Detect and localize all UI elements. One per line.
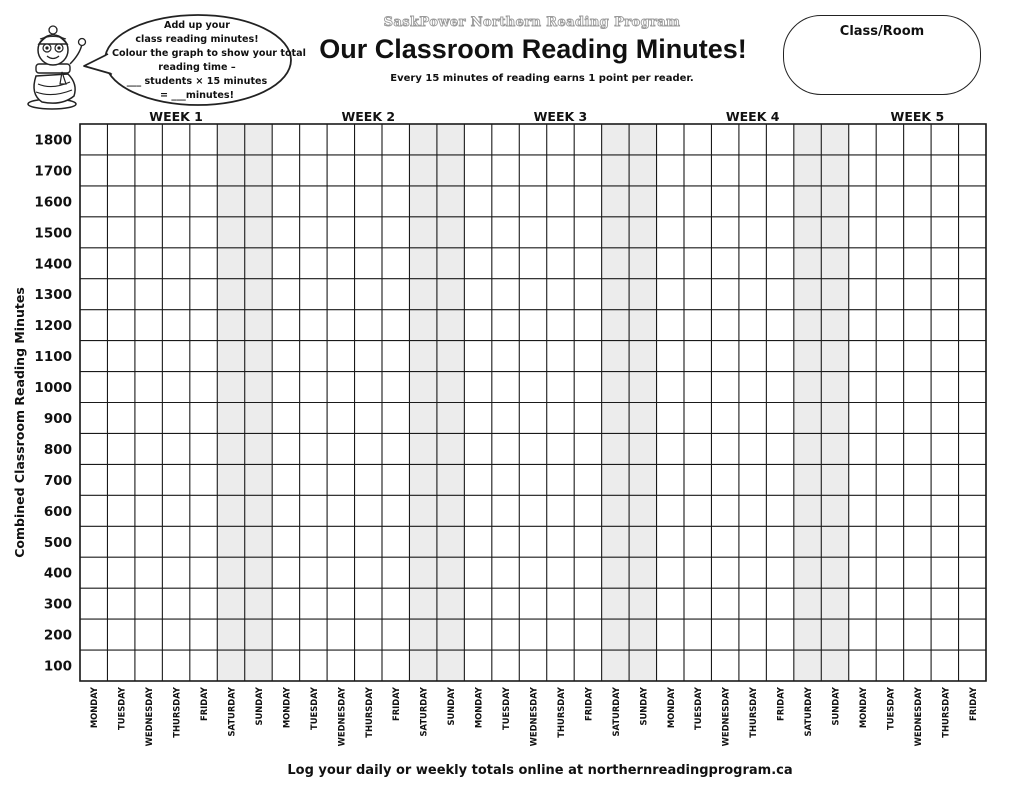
x-tick-label: SUNDAY <box>253 687 264 726</box>
week-label: WEEK 5 <box>890 109 945 124</box>
y-tick-label: 1300 <box>34 287 72 304</box>
y-tick-label: 400 <box>43 565 72 582</box>
x-tick-label: MONDAY <box>89 687 100 729</box>
x-tick-label: SATURDAY <box>226 687 237 737</box>
page-title: Our Classroom Reading Minutes! <box>319 34 747 64</box>
x-tick-label: SATURDAY <box>610 687 621 737</box>
week-label: WEEK 3 <box>533 109 588 124</box>
footer-text: Log your daily or weekly totals online at northernreadingprogram.ca <box>287 763 793 778</box>
y-tick-label: 800 <box>43 441 72 458</box>
speech-bubble-line: ___ students × 15 minutes <box>126 76 268 87</box>
x-tick-label: FRIDAY <box>583 687 594 721</box>
y-tick-label: 1700 <box>34 163 72 180</box>
x-tick-label: TUESDAY <box>693 687 704 730</box>
x-tick-label: MONDAY <box>857 687 868 729</box>
x-tick-label: FRIDAY <box>199 687 210 721</box>
y-tick-label: 100 <box>43 658 72 675</box>
y-tick-label: 200 <box>43 627 72 644</box>
y-tick-label: 500 <box>43 534 72 551</box>
x-tick-label: MONDAY <box>665 687 676 729</box>
x-tick-label: MONDAY <box>473 687 484 729</box>
speech-bubble-line: reading time – <box>158 62 236 73</box>
y-tick-label: 1800 <box>34 132 72 149</box>
y-tick-label: 1500 <box>34 225 72 242</box>
x-tick-label: MONDAY <box>281 687 292 729</box>
x-tick-label: THURSDAY <box>940 687 951 738</box>
x-tick-label: SUNDAY <box>638 687 649 726</box>
x-tick-label: SUNDAY <box>830 687 841 726</box>
x-tick-label: TUESDAY <box>116 687 127 730</box>
y-tick-label: 900 <box>43 410 72 427</box>
page-subtitle: Every 15 minutes of reading earns 1 point per reader. <box>390 73 694 84</box>
x-tick-label: FRIDAY <box>775 687 786 721</box>
x-tick-label: SATURDAY <box>803 687 814 737</box>
y-tick-label: 1200 <box>34 318 72 335</box>
x-tick-label: TUESDAY <box>885 687 896 730</box>
y-tick-label: 1100 <box>34 349 72 366</box>
y-tick-label: 1600 <box>34 194 72 211</box>
x-tick-label: WEDNESDAY <box>144 687 155 747</box>
y-tick-label: 300 <box>43 596 72 613</box>
program-name: SaskPower Northern Reading Program <box>383 15 681 30</box>
x-tick-label: THURSDAY <box>748 687 759 738</box>
x-tick-label: WEDNESDAY <box>912 687 923 747</box>
x-tick-label: WEDNESDAY <box>336 687 347 747</box>
y-axis-label: Combined Classroom Reading Minutes <box>12 287 27 558</box>
week-label: WEEK 4 <box>725 109 780 124</box>
x-tick-label: WEDNESDAY <box>528 687 539 747</box>
week-label: WEEK 1 <box>149 109 203 124</box>
speech-bubble-line: = ___minutes! <box>160 90 234 101</box>
speech-bubble-line: Add up your <box>164 20 230 31</box>
x-tick-label: SUNDAY <box>446 687 457 726</box>
y-tick-label: 600 <box>43 503 72 520</box>
y-tick-label: 1400 <box>34 256 72 273</box>
x-tick-label: TUESDAY <box>308 687 319 730</box>
week-label: WEEK 2 <box>341 109 396 124</box>
speech-bubble-line: Colour the graph to show your total <box>112 48 306 59</box>
speech-bubble-line: class reading minutes! <box>135 34 259 45</box>
x-tick-label: FRIDAY <box>967 687 978 721</box>
x-tick-label: THURSDAY <box>363 687 374 738</box>
x-tick-label: WEDNESDAY <box>720 687 731 747</box>
x-tick-label: THURSDAY <box>555 687 566 738</box>
x-tick-label: THURSDAY <box>171 687 182 738</box>
y-tick-label: 700 <box>43 472 72 489</box>
y-tick-label: 1000 <box>34 380 72 397</box>
x-tick-label: TUESDAY <box>501 687 512 730</box>
class-room-label: Class/Room <box>839 24 925 39</box>
x-tick-label: FRIDAY <box>391 687 402 721</box>
x-tick-label: SATURDAY <box>418 687 429 737</box>
